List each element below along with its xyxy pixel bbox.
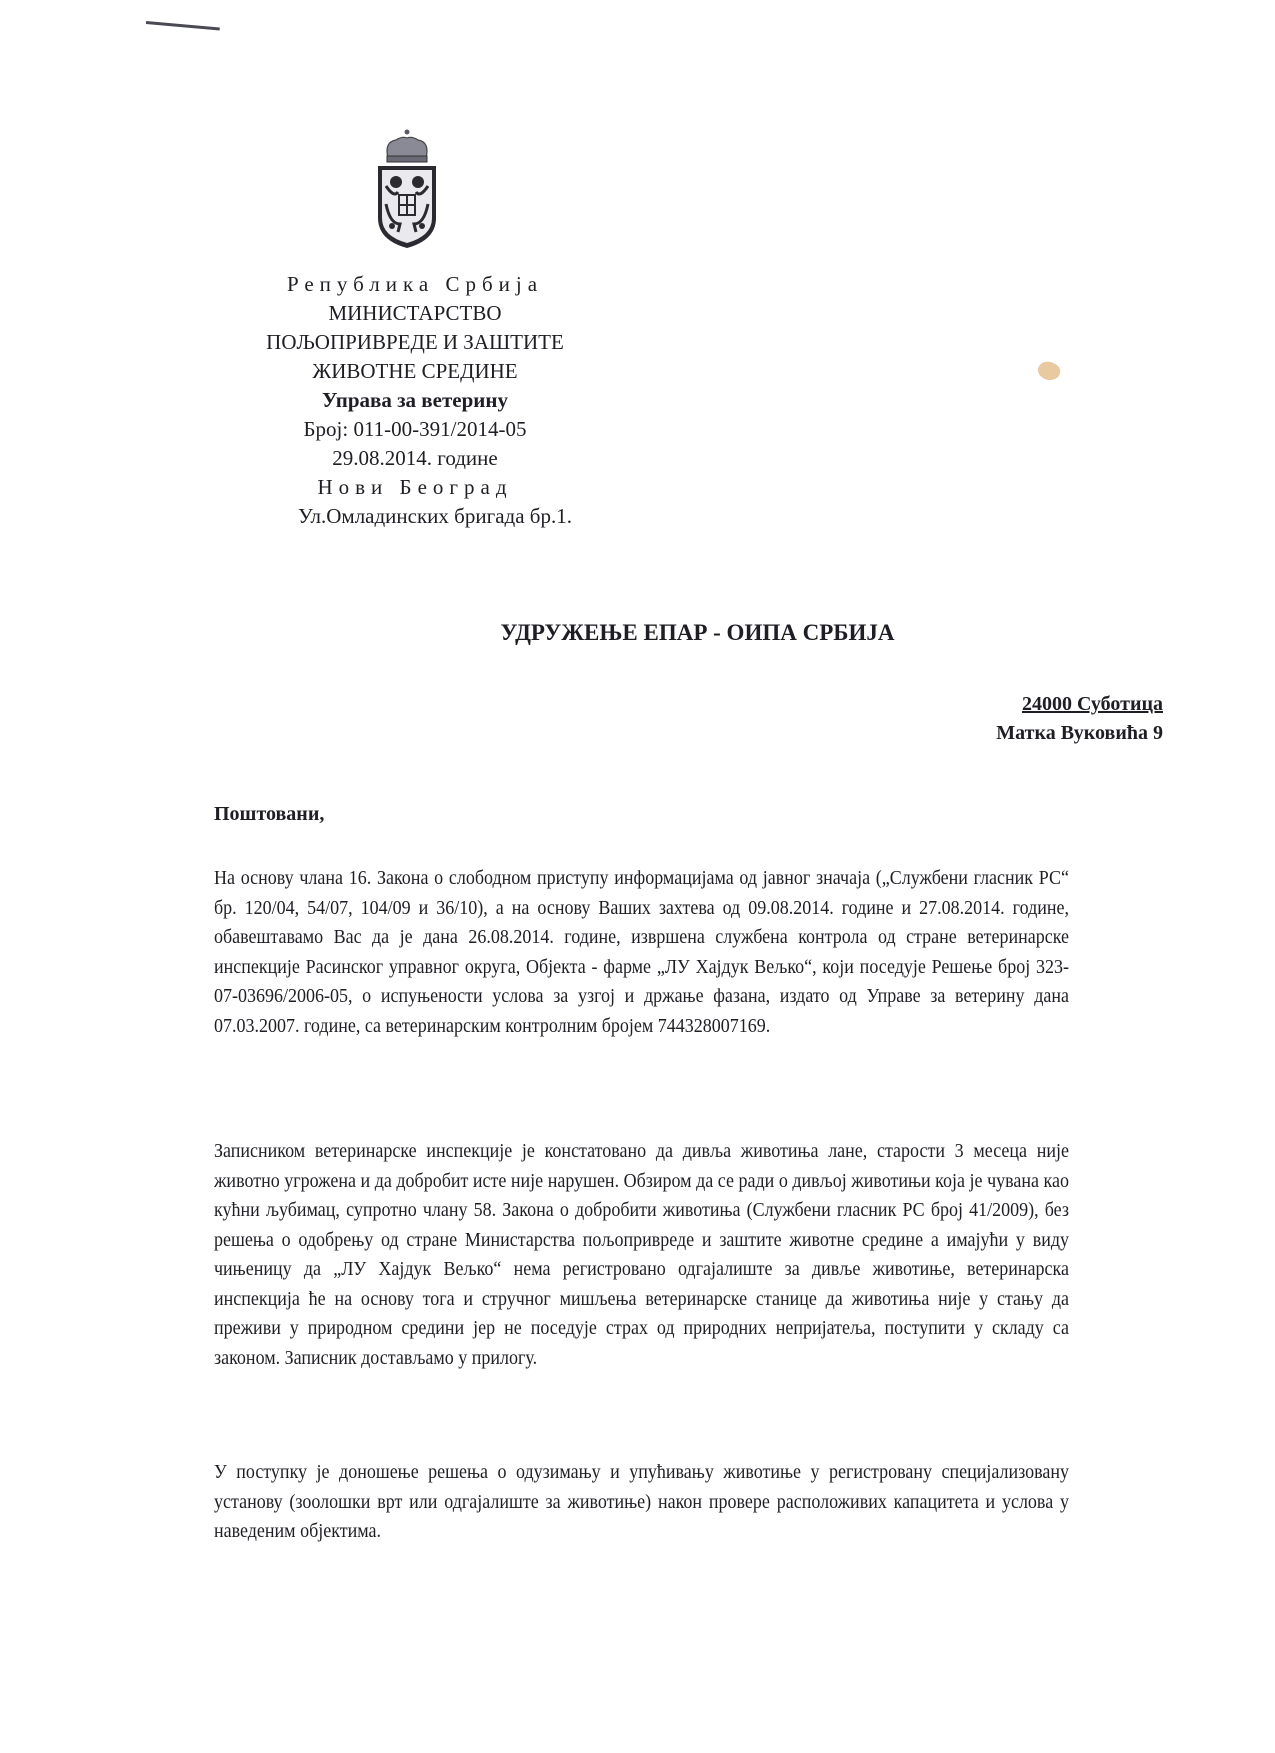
ministry-line-3: ЖИВОТНЕ СРЕДИНЕ (312, 359, 518, 383)
department-name: Управа за ветерину (322, 388, 508, 412)
serbia-coat-of-arms-icon (374, 128, 440, 250)
pen-mark (146, 21, 220, 30)
ministry-line-1: МИНИСТАРСТВО (328, 301, 502, 325)
recipient-name: УДРУЖЕЊЕ ЕПАР - ОИПА СРБИЈА (500, 620, 895, 645)
sender-header (200, 270, 630, 531)
ministry-line-2: ПОЉОПРИВРЕДЕ И ЗАШТИТЕ (266, 330, 564, 354)
sender-street: Ул.Омладинских бригада бр.1. (298, 504, 572, 528)
body-paragraph: У поступку је доношење решења о одузимању и упућивању животиње у регистровану специјализовану установу (зоолошки врт или одгајалиште за животиње) након провере расположивих капацитета и услова у наведеним објектима. (214, 1461, 1069, 1542)
reference-number: Број: 011-00-391/2014-05 (303, 417, 527, 441)
recipient-postal-city: 24000 Суботица (1021, 693, 1163, 715)
paper-stain (1035, 358, 1063, 384)
recipient-address (996, 690, 1163, 748)
sender-city: Нови Београд (317, 475, 513, 499)
country-name: Република Србија (286, 272, 544, 296)
document-date: 29.08.2014. године (332, 446, 498, 470)
body-paragraph: Записником ветеринарске инспекције је констатовано да дивља животиња лане, старости 3 месеца није животно угрожена и да добробит исте није нарушен. Обзиром да се ради о дивљој животињи која је чувана као кућни љубимац, супротно члану 58. Закона о добробити животиња (Службени гласник РС број 41/2009), без решења о одобрењу од стране Министарства пољопривреде и заштите животне средине а имајући у виду чињеницу да „ЛУ Хајдук Вељко“ нема регистровано одгајалиште за дивље животиње, ветеринарска инспекција ће на основу тога и стручног мишљења ветеринарске станице да животиња није у стању да преживи у природном средини јер не поседује страх од природних непријатеља, поступити у складу са законом. Записник достављамо у прилогу. (214, 1140, 1069, 1369)
crown-icon (387, 130, 427, 163)
body-paragraph: На основу члана 16. Закона о слободном приступу информацијама од јавног значаја („Службени гласник РС“ бр. 120/04, 54/07, 104/09 и 36/10), а на основу Ваших захтева од 09.08.2014. године и 27.08.2014. године, обавештавамо Вас да је дана 26.08.2014. године, извршена службена контрола од стране ветеринарске инспекције Расинског управног округа, Објекта - фарме „ЛУ Хајдук Вељко“, који поседује Решење број 323-07-03696/2006-05, о испуњености услова за узгој и држање фазана, издато од Управе за ветерину дана 07.03.2007. године, са ветеринарским контролним бројем 744328007169. (214, 867, 1069, 1037)
recipient-street: Матка Вуковића 9 (996, 722, 1163, 744)
greeting: Поштовани, (214, 803, 325, 825)
